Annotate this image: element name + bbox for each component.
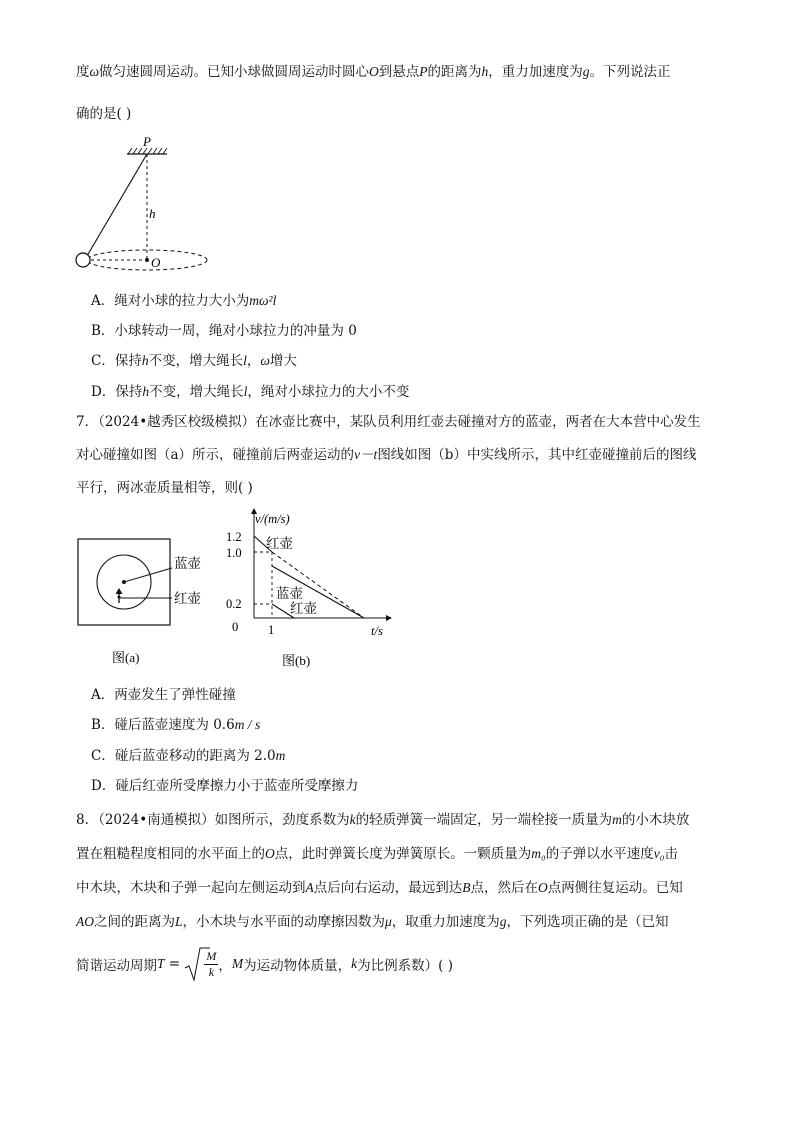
q6-option-C xyxy=(91,349,297,369)
q7-stem-line3: 平行，两冰壶质量相等，则( ) xyxy=(76,480,253,496)
q6-option-B: B．小球转动一周，绳对小球拉力的冲量为 0 xyxy=(91,323,357,339)
text: 到悬点 xyxy=(378,64,420,80)
text: ，绳对小球拉力的大小不变 xyxy=(247,384,410,400)
x-axis-label: t/s xyxy=(371,624,383,638)
symbol-l: l xyxy=(243,384,248,399)
label-O: O xyxy=(151,255,161,270)
caption-b: 图(b) xyxy=(282,653,311,668)
symbol-L: L xyxy=(175,914,183,929)
symbol-O: O xyxy=(538,880,548,895)
text: 不变，增大绳长 xyxy=(149,384,244,400)
text: 增大 xyxy=(269,353,297,369)
symbol-h: h xyxy=(142,384,150,399)
unit: m / s xyxy=(234,717,261,732)
symbol-k: k xyxy=(351,956,358,971)
q7-option-A: A．两壶发生了弹性碰撞 xyxy=(91,687,236,703)
text: ， xyxy=(246,353,261,369)
denominator-k: k xyxy=(208,964,215,979)
y-tick-1.2: 1.2 xyxy=(226,530,242,544)
red-hypothetical-line xyxy=(272,552,364,618)
x-tick-0: 0 xyxy=(232,620,239,634)
label-red-bottom: 红壶 xyxy=(290,601,317,616)
y-tick-0.2: 0.2 xyxy=(226,597,242,611)
symbol-g: g xyxy=(499,914,507,929)
omega-symbol: ω xyxy=(89,64,100,79)
q6-option-D xyxy=(91,380,409,400)
formula: mω²l xyxy=(249,293,277,308)
y-tick-1.0: 1.0 xyxy=(226,546,242,560)
q6-stem-line2: 确的是( ) xyxy=(76,106,132,122)
text: 之间的距离为 xyxy=(94,914,175,930)
symbol-M: M xyxy=(231,956,244,971)
caption-a: 图(a) xyxy=(112,650,140,665)
vt-symbol: v－t xyxy=(354,447,378,462)
omega-symbol: ω xyxy=(260,353,270,368)
symbol-h: h xyxy=(481,64,489,79)
text: 做匀速圆周运动。已知小球做圆周运动时圆心 xyxy=(99,64,370,80)
label-blue-stone: 蓝壶 xyxy=(174,556,201,571)
symbol-v0: v₀ xyxy=(653,846,665,861)
q7-stem-line2 xyxy=(76,443,696,463)
text: 点，然后在 xyxy=(470,880,538,896)
q8-line2 xyxy=(76,842,678,862)
unit: m xyxy=(275,748,286,763)
text: 击 xyxy=(664,846,678,862)
symbol-P: P xyxy=(419,64,428,79)
text: 置在粗糙程度相同的水平面上的 xyxy=(76,846,265,862)
text: 的子弹以水平速度 xyxy=(545,846,654,862)
conical-pendulum-figure xyxy=(70,132,220,277)
symbol-k: k xyxy=(349,812,356,827)
text: ，小木块与水平面的动摩擦因数为 xyxy=(182,914,386,930)
text: 图线如图（b）中实线所示，其中红壶碰撞前后的图线 xyxy=(377,447,697,463)
figure-a-curling-house xyxy=(76,535,216,670)
text: ，取重力加速度为 xyxy=(391,914,500,930)
symbol-A: A xyxy=(305,880,314,895)
q6-stem-line1 xyxy=(76,60,671,80)
q8-line3 xyxy=(76,876,683,896)
label-red-top: 红壶 xyxy=(266,536,293,551)
text: B．碰后蓝壶速度为 0.6 xyxy=(91,717,235,733)
text: 对心碰撞如图（a）所示，碰撞前后两壶运动的 xyxy=(76,447,355,463)
text: C．保持 xyxy=(91,353,142,369)
q7-option-C xyxy=(91,744,285,764)
text: 8．（2024•南通模拟）如图所示，劲度系数为 xyxy=(76,812,350,828)
label-blue: 蓝壶 xyxy=(276,586,303,601)
text: 点两侧往复运动。已知 xyxy=(547,880,683,896)
q7-stem-line1: 7．（2024•越秀区校级模拟）在冰壶比赛中，某队员利用红壶去碰撞对方的蓝壶，两者在大本营中心发生 xyxy=(76,414,701,430)
text: 不变，增大绳长 xyxy=(148,353,244,369)
label-P: P xyxy=(143,134,151,149)
label-h: h xyxy=(149,206,156,221)
arrow-up-icon xyxy=(116,588,123,594)
symbol-m0: m₀ xyxy=(531,846,546,861)
q7-option-D: D．碰后红壶所受摩擦力小于蓝壶所受摩擦力 xyxy=(91,778,359,794)
text: 为运动物体质量， xyxy=(243,958,352,974)
text: 的轻质弹簧一端固定，另一端栓接一质量为 xyxy=(355,812,613,828)
text: ， xyxy=(218,958,232,974)
symbol-g: g xyxy=(582,64,590,79)
sqrt-M-over-k xyxy=(184,946,218,982)
q8-line4 xyxy=(76,910,669,930)
q6-option-A xyxy=(91,289,276,309)
text: ，下列选项正确的是（已知 xyxy=(506,914,669,930)
text: ，重力加速度为 xyxy=(488,64,583,80)
symbol-mu: μ xyxy=(385,914,392,929)
symbol-AO: AO xyxy=(76,914,94,929)
q7-option-B xyxy=(91,713,260,733)
text: 度 xyxy=(76,64,90,80)
symbol-l: l xyxy=(243,353,247,368)
symbol-m: m xyxy=(612,812,622,827)
label-red-stone: 红壶 xyxy=(174,591,201,606)
x-tick-1: 1 xyxy=(268,623,275,637)
numerator-M: M xyxy=(206,948,217,963)
text: 点，此时弹簧长度为弹簧原长。一颗质量为 xyxy=(274,846,532,862)
ball xyxy=(76,253,90,267)
text: 。下列说法正 xyxy=(589,64,671,80)
text: D．保持 xyxy=(91,384,143,400)
symbol-B: B xyxy=(462,880,471,895)
text: 简谐运动周期 xyxy=(76,958,157,974)
y-axis-label: v/(m/s) xyxy=(255,512,290,526)
text: 的小木块放 xyxy=(621,812,690,828)
text: A．绳对小球的拉力大小为 xyxy=(91,293,250,309)
text: 为比例系数）( ) xyxy=(357,958,453,974)
symbol-O: O xyxy=(265,846,275,861)
symbol-h: h xyxy=(141,353,149,368)
text: 的距离为 xyxy=(427,64,482,80)
text: C．碰后蓝壶移动的距离为 2.0 xyxy=(91,748,276,764)
symbol-T: T xyxy=(157,956,165,971)
q8-line5 xyxy=(76,946,453,982)
symbol-O: O xyxy=(369,64,379,79)
text: 点后向右运动，最远到达 xyxy=(313,880,463,896)
text: 中木块，木块和子弹一起向左侧运动到 xyxy=(76,880,306,896)
figure-b-vt-graph xyxy=(222,505,397,675)
q8-line1 xyxy=(76,808,689,828)
equals: = xyxy=(164,956,185,972)
